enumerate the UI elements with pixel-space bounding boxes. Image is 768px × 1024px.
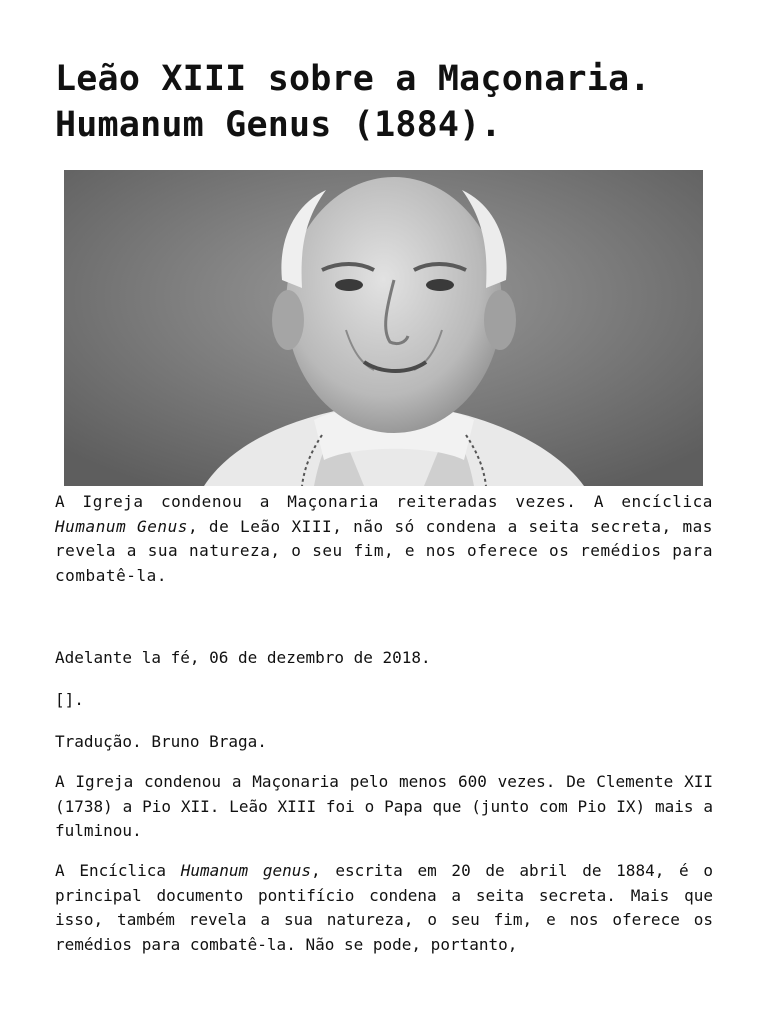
caption-text: A Igreja condenou a Maçonaria reiteradas vezes. A encíclica <box>55 492 713 511</box>
caption-encyclical-title: Humanum Genus <box>55 516 188 536</box>
caption-text-continued: , de Leão XIII, não só condena a seita secreta, mas revela a sua natureza, o seu fim, e nos oferece os remédios para combatê-la. <box>55 516 713 585</box>
portrait-photo <box>64 170 703 486</box>
paragraph-2-text: A Encíclica <box>55 861 181 880</box>
body-paragraph-2 <box>55 859 713 957</box>
translation-credit: Tradução. Bruno Braga. <box>55 732 267 751</box>
bracket-line: []. <box>55 690 84 709</box>
portrait-illustration <box>64 170 703 486</box>
body-paragraph-1: A Igreja condenou a Maçonaria pelo menos 600 vezes. De Clemente XII (1738) a Pio XII. Leão XIII foi o Papa que (junto com Pio IX) mais a fulminou. <box>55 772 713 840</box>
paragraph-2-encyclical-title: Humanum genus <box>180 861 312 880</box>
image-caption <box>55 490 713 588</box>
source-line: Adelante la fé, 06 de dezembro de 2018. <box>55 648 431 667</box>
article-title: Leão XIII sobre a Maçonaria. Humanum Genus (1884). <box>55 59 651 145</box>
paragraph-2-text-continued: , escrita em 20 de abril de 1884, é o principal documento pontifício condena a seita secreta. Mais que isso, também revela a sua natureza, o seu fim, e nos oferece os remédios para combatê-la. Não se pode, portanto, <box>55 861 713 954</box>
